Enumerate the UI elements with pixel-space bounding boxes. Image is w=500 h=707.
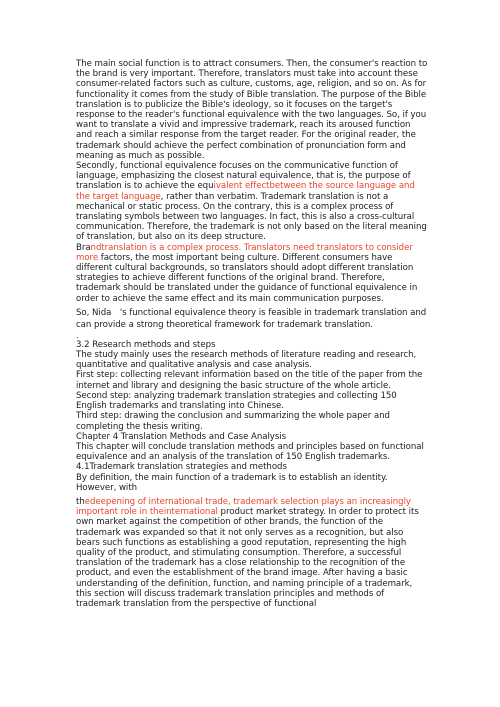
highlighted-text: ivalent effectbetween the source language and the target language bbox=[76, 181, 415, 202]
paragraph-nida-theory: So, Nida 's functional equivalence theory is feasible in trademark translation and can provide a strong theoretical framework for trademark translation. bbox=[76, 307, 427, 331]
paragraph-text: product market strategy. In order to protect its own market against the competition of other brands, the function of the trademark was expanded so that it not only serves as a recognition, but also bears such functions as establishing a good reputation, representing the high quality of the product, and stimulating consumption. Therefore, a successful translation of the trademark has a close relationship to the recognition of the product, and even the establishment of the brand image. After having a basic understanding of the definition, function, and naming principle of a trademark, this section will discuss trademark translation principles and methods of trademark translation from the perspective of functional bbox=[76, 507, 419, 609]
stray-dot: . bbox=[76, 330, 79, 340]
highlighted-text: ndtranslation is a complex process. Translators need translators to consider more bbox=[76, 242, 413, 263]
paragraph-text: Secondly, functional equivalence focuses on the communicative function of language, emphasizing the closest natural equivalence, that is, the purpose of translation is to achieve the equ bbox=[76, 161, 411, 192]
document-body bbox=[76, 59, 428, 609]
highlighted-text: edeepening of international trade, trademark selection plays an increasingly important role in theinternational bbox=[76, 496, 411, 518]
paragraph-international-trade bbox=[76, 497, 428, 609]
paragraph-text: th bbox=[76, 496, 85, 507]
paragraph-research-methods: The study mainly uses the research methods of literature reading and research, quantitative and qualitative analysis and case analysis. bbox=[76, 350, 417, 371]
paragraph-text: factors, the most important being culture. Different consumers have different cultural backgrounds, so translators should adopt different translation strategies to achieve different functions of the original brand. Therefore, trademark should be translated under the guidance of functional equivalence in order to achieve the same effect and its main communication purposes. bbox=[76, 252, 418, 304]
paragraph-functional-equivalence bbox=[76, 161, 428, 243]
paragraph-brand-translation bbox=[76, 243, 428, 304]
section-heading-4-1: 4.1Trademark translation strategies and methods bbox=[76, 462, 287, 473]
paragraph-text: , rather than verbatim. Trademark translation is not a mechanical or static process. On the contrary, this is a complex process of translating symbols between two languages. In fact, this is also a cross-cultural communication. Therefore, the trademark is not only based on the literal meaning of translation, but also on its deep structure. bbox=[76, 191, 427, 243]
paragraph-chapter-intro: This chapter will conclude translation methods and principles based on functional equivalence and an analysis of the translation of 150 English trademarks. bbox=[76, 441, 424, 463]
paragraph-second-step: Second step: analyzing trademark translation strategies and collecting 150 English trademarks and translating into Chinese. bbox=[76, 390, 397, 412]
paragraph-social-function: The main social function is to attract consumers. Then, the consumer's reaction to the brand is very important. Therefore, translators must take into account these consumer-related factors such as culture, customs, age, religion, and so on. As for functionality it comes from the study of Bible translation. The purpose of the Bible translation is to publicize the Bible's ideology, so it focuses on the target's response to the reader's functional equivalence with the two languages. So, if you want to translate a vivid and impressive trademark, reach its aroused function and reach a similar response from the target reader. For the original reader, the trademark should achieve the perfect combination of pronunciation form and meaning as much as possible. bbox=[76, 59, 428, 161]
paragraph-third-step: Third step: drawing the conclusion and summarizing the whole paper and completing the thesis writing. bbox=[76, 411, 390, 432]
paragraph-first-step: First step: collecting relevant information based on the title of the paper from the internet and library and designing the basic structure of the whole article. bbox=[76, 370, 423, 391]
paragraph-definition: By definition, the main function of a trademark is to establish an identity. However, with bbox=[76, 472, 388, 493]
section-heading-3-2: 3.2 Research methods and steps bbox=[76, 339, 216, 350]
chapter-heading-4: Chapter 4 Translation Methods and Case Analysis bbox=[76, 431, 287, 442]
paragraph-text: Bra bbox=[76, 242, 91, 253]
